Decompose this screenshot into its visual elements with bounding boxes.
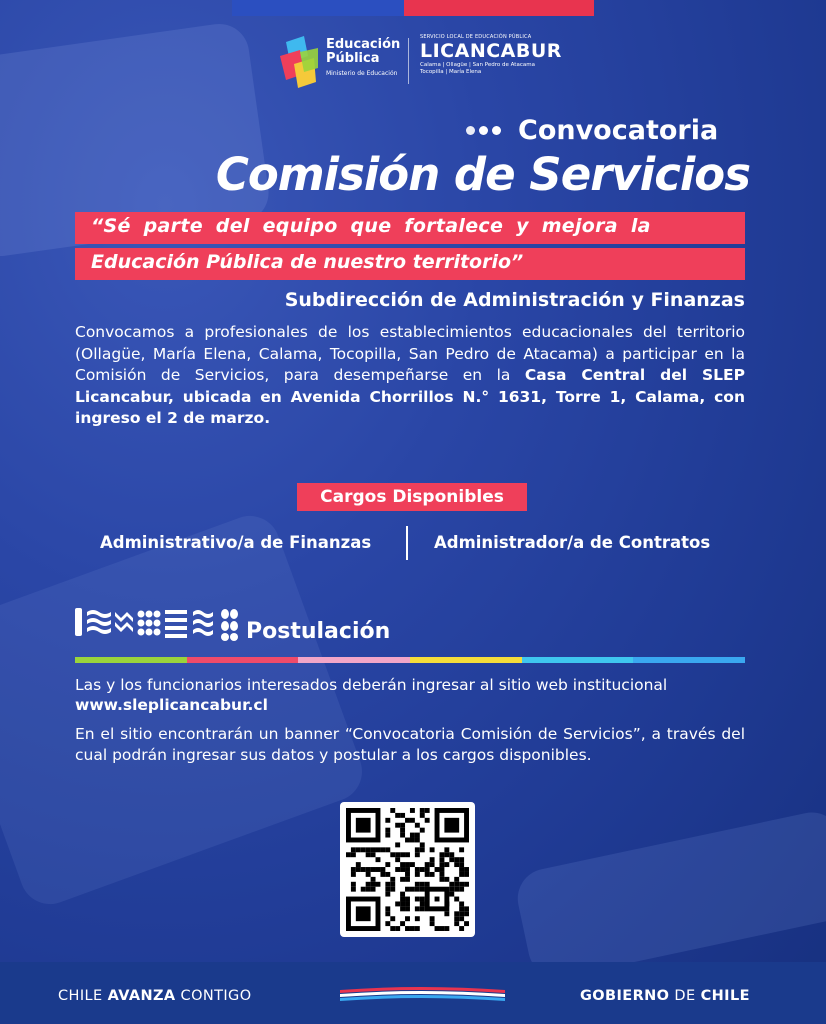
ep-subtitle: Ministerio de Educación	[326, 70, 398, 77]
logo-divider	[408, 38, 409, 84]
subdireccion-heading: Subdirección de Administración y Finanzas	[284, 289, 745, 311]
cargo-item: Administrador/a de Contratos	[434, 533, 711, 552]
slep-communes: Calama | Ollagüe | San Pedro de Atacama Tocopilla | María Elena	[420, 62, 535, 75]
footer	[0, 962, 826, 1024]
slep-small-label: SERVICIO LOCAL DE EDUCACIÓN PÚBLICA	[420, 34, 532, 40]
postulacion-icon	[75, 606, 241, 642]
background-shape	[512, 807, 826, 983]
cargo-divider	[406, 526, 408, 560]
postulacion-text: Las y los funcionarios interesados deberán ingresar al sitio web institucional	[75, 676, 668, 694]
qr-code	[340, 802, 475, 937]
intro-paragraph: Convocamos a profesionales de los establecimientos educacionales del territorio (Ollagüe, María Elena, Calama, Tocopilla, San Pedro de Atacama) a participar en la Comisión de Servicios, para desempeñarse en la Casa Central del SLEP Licancabur, ubicada en Avenida Chorrillos N.° 1631, Torre 1, Calama, con ingreso el 2 de marzo.	[75, 323, 745, 427]
page-title: Comisión de Servicios	[215, 148, 750, 201]
header-logos	[0, 30, 826, 100]
color-stripe	[75, 657, 745, 663]
cargos-heading: Cargos Disponibles	[297, 483, 527, 511]
cargo-item: Administrativo/a de Finanzas	[100, 533, 372, 552]
educacion-publica-logo-icon	[280, 34, 320, 90]
website-link[interactable]: www.sleplicancabur.cl	[75, 696, 268, 714]
flag-stripe-icon	[340, 984, 505, 1002]
top-flag-bar	[0, 0, 826, 16]
qr-code-icon	[346, 808, 469, 931]
footer-slogan: CHILE AVANZA CONTIGO	[58, 988, 252, 1004]
slep-name: LICANCABUR	[420, 40, 562, 62]
postulacion-text: En el sitio encontrarán un banner “Convocatoria Comisión de Servicios”, a través del cual podrán ingresar sus datos y postular a los cargos disponibles.	[75, 725, 745, 764]
ep-title: Educación Pública	[326, 37, 401, 66]
convocatoria-label: Convocatoria	[518, 115, 719, 146]
quote-banner-line2: Educación Pública de nuestro territorio”	[75, 248, 745, 280]
quote-banner-line1: “Sé parte del equipo que fortalece y mejora la	[75, 212, 745, 244]
postulacion-heading: Postulación	[246, 619, 391, 644]
footer-gobierno: GOBIERNO DE CHILE	[580, 988, 750, 1004]
